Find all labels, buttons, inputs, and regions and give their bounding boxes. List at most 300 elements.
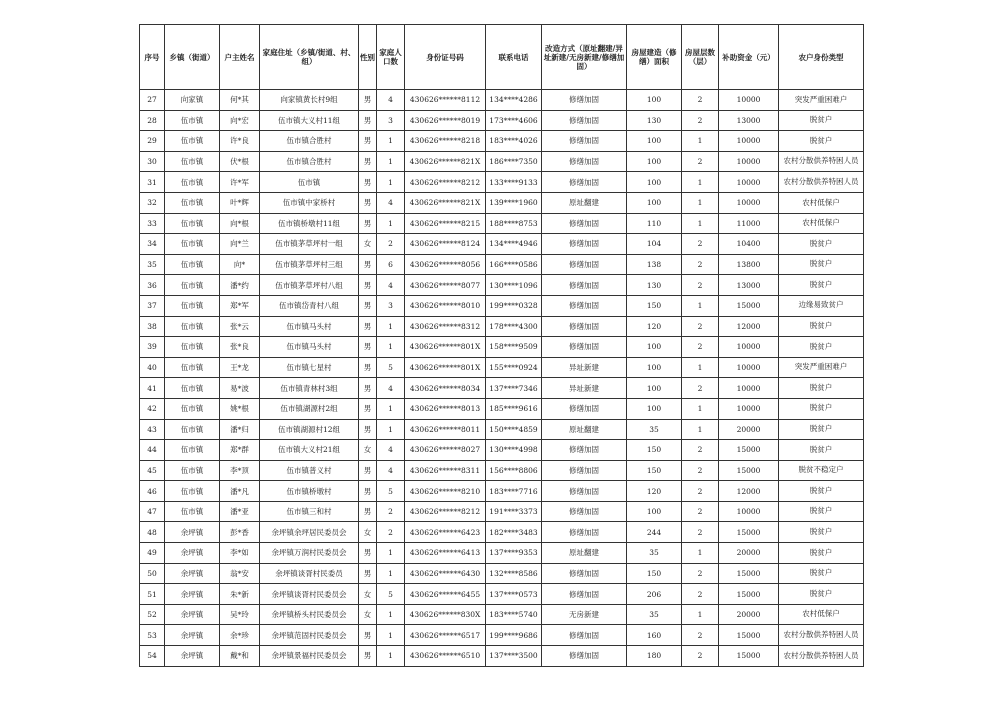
table-row bbox=[140, 563, 864, 584]
cell-area: 110 bbox=[627, 213, 682, 234]
cell-seq: 36 bbox=[140, 275, 165, 296]
cell-phone: 185****9616 bbox=[486, 398, 542, 419]
cell-subsidy: 11000 bbox=[719, 213, 779, 234]
cell-address: 余坪镇范固村民委员会 bbox=[260, 625, 359, 646]
header-phone: 联系电话 bbox=[486, 25, 542, 90]
table-row bbox=[140, 254, 864, 275]
cell-address: 伍市镇七星村 bbox=[260, 357, 359, 378]
cell-owner-name: 李*如 bbox=[220, 543, 260, 564]
cell-id-number: 430626******8124 bbox=[405, 234, 486, 255]
cell-seq: 34 bbox=[140, 234, 165, 255]
cell-floors: 1 bbox=[682, 131, 719, 152]
cell-household-type: 农村分散供养特困人员 bbox=[779, 172, 864, 193]
table-row bbox=[140, 646, 864, 667]
cell-town: 余坪镇 bbox=[165, 584, 220, 605]
cell-household-size: 1 bbox=[377, 646, 405, 667]
cell-area: 100 bbox=[627, 90, 682, 111]
header-address: 家庭住址（乡镇/街道、村、组） bbox=[260, 25, 359, 90]
cell-household-type: 农村低保户 bbox=[779, 213, 864, 234]
household-renovation-table bbox=[139, 24, 864, 667]
cell-phone: 130****1096 bbox=[486, 275, 542, 296]
cell-subsidy: 15000 bbox=[719, 295, 779, 316]
cell-gender: 男 bbox=[359, 172, 377, 193]
cell-gender: 女 bbox=[359, 440, 377, 461]
cell-renovation-method: 修缮加固 bbox=[542, 151, 627, 172]
table-row bbox=[140, 357, 864, 378]
cell-phone: 132****8586 bbox=[486, 563, 542, 584]
cell-household-size: 1 bbox=[377, 337, 405, 358]
table-row bbox=[140, 110, 864, 131]
cell-address: 伍市镇桥墩村 bbox=[260, 481, 359, 502]
cell-floors: 2 bbox=[682, 275, 719, 296]
cell-id-number: 430626******8019 bbox=[405, 110, 486, 131]
cell-household-size: 1 bbox=[377, 625, 405, 646]
cell-phone: 183****5740 bbox=[486, 604, 542, 625]
cell-id-number: 430626******8210 bbox=[405, 481, 486, 502]
cell-gender: 男 bbox=[359, 481, 377, 502]
cell-household-size: 4 bbox=[377, 378, 405, 399]
cell-floors: 2 bbox=[682, 378, 719, 399]
cell-id-number: 430626******6455 bbox=[405, 584, 486, 605]
cell-town: 伍市镇 bbox=[165, 213, 220, 234]
cell-seq: 47 bbox=[140, 501, 165, 522]
table-row bbox=[140, 440, 864, 461]
cell-id-number: 430626******8218 bbox=[405, 131, 486, 152]
cell-owner-name: 伏*根 bbox=[220, 151, 260, 172]
cell-floors: 2 bbox=[682, 90, 719, 111]
cell-household-type: 脱贫户 bbox=[779, 254, 864, 275]
header-seq: 序号 bbox=[140, 25, 165, 90]
cell-seq: 35 bbox=[140, 254, 165, 275]
cell-owner-name: 朱*新 bbox=[220, 584, 260, 605]
cell-area: 35 bbox=[627, 419, 682, 440]
cell-id-number: 430626******8010 bbox=[405, 295, 486, 316]
cell-floors: 1 bbox=[682, 357, 719, 378]
cell-id-number: 430626******6423 bbox=[405, 522, 486, 543]
cell-area: 206 bbox=[627, 584, 682, 605]
cell-town: 余坪镇 bbox=[165, 604, 220, 625]
cell-household-type: 农村分散供养特困人员 bbox=[779, 151, 864, 172]
cell-phone: 199****0328 bbox=[486, 295, 542, 316]
cell-subsidy: 20000 bbox=[719, 543, 779, 564]
cell-household-type: 脱贫户 bbox=[779, 440, 864, 461]
cell-renovation-method: 修缮加固 bbox=[542, 563, 627, 584]
cell-gender: 男 bbox=[359, 460, 377, 481]
cell-household-type: 脱贫户 bbox=[779, 522, 864, 543]
cell-renovation-method: 修缮加固 bbox=[542, 584, 627, 605]
cell-area: 100 bbox=[627, 131, 682, 152]
cell-address: 余坪镇桥头村民委员会 bbox=[260, 604, 359, 625]
cell-subsidy: 10000 bbox=[719, 501, 779, 522]
cell-owner-name: 向*宏 bbox=[220, 110, 260, 131]
table-row bbox=[140, 543, 864, 564]
cell-seq: 53 bbox=[140, 625, 165, 646]
header-floors: 房屋层数（层） bbox=[682, 25, 719, 90]
cell-subsidy: 10000 bbox=[719, 90, 779, 111]
cell-household-size: 3 bbox=[377, 295, 405, 316]
cell-household-type: 脱贫户 bbox=[779, 584, 864, 605]
cell-address: 伍市镇大义村11组 bbox=[260, 110, 359, 131]
table-row bbox=[140, 316, 864, 337]
table-row bbox=[140, 213, 864, 234]
cell-address: 伍市镇合胜村 bbox=[260, 131, 359, 152]
cell-floors: 2 bbox=[682, 646, 719, 667]
cell-owner-name: 李*顶 bbox=[220, 460, 260, 481]
cell-area: 35 bbox=[627, 543, 682, 564]
cell-household-type: 脱贫户 bbox=[779, 563, 864, 584]
header-owner-name: 户主姓名 bbox=[220, 25, 260, 90]
cell-household-size: 1 bbox=[377, 316, 405, 337]
cell-household-type: 脱贫户 bbox=[779, 481, 864, 502]
cell-town: 余坪镇 bbox=[165, 646, 220, 667]
table-row bbox=[140, 172, 864, 193]
cell-seq: 33 bbox=[140, 213, 165, 234]
cell-phone: 150****4859 bbox=[486, 419, 542, 440]
cell-town: 伍市镇 bbox=[165, 337, 220, 358]
cell-owner-name: 易*波 bbox=[220, 378, 260, 399]
cell-household-size: 5 bbox=[377, 584, 405, 605]
cell-household-size: 1 bbox=[377, 604, 405, 625]
cell-floors: 2 bbox=[682, 337, 719, 358]
cell-renovation-method: 异址新建 bbox=[542, 378, 627, 399]
cell-household-type: 脱贫户 bbox=[779, 131, 864, 152]
cell-household-size: 6 bbox=[377, 254, 405, 275]
header-area: 房屋建造（修缮）面积 bbox=[627, 25, 682, 90]
cell-floors: 1 bbox=[682, 543, 719, 564]
cell-renovation-method: 原址翻建 bbox=[542, 419, 627, 440]
cell-gender: 男 bbox=[359, 563, 377, 584]
cell-address: 伍市镇湖源村2组 bbox=[260, 398, 359, 419]
cell-gender: 男 bbox=[359, 357, 377, 378]
cell-address: 伍市镇湖源村12组 bbox=[260, 419, 359, 440]
cell-household-type: 突发严重困难户 bbox=[779, 90, 864, 111]
cell-household-type: 农村分散供养特困人员 bbox=[779, 625, 864, 646]
cell-household-size: 1 bbox=[377, 563, 405, 584]
cell-household-size: 5 bbox=[377, 357, 405, 378]
cell-town: 伍市镇 bbox=[165, 357, 220, 378]
cell-id-number: 430626******8112 bbox=[405, 90, 486, 111]
cell-household-size: 1 bbox=[377, 419, 405, 440]
cell-floors: 2 bbox=[682, 584, 719, 605]
cell-household-size: 4 bbox=[377, 90, 405, 111]
cell-household-type: 脱贫户 bbox=[779, 316, 864, 337]
cell-household-type: 脱贫户 bbox=[779, 378, 864, 399]
cell-household-type: 脱贫户 bbox=[779, 110, 864, 131]
cell-subsidy: 20000 bbox=[719, 419, 779, 440]
cell-floors: 2 bbox=[682, 563, 719, 584]
cell-seq: 29 bbox=[140, 131, 165, 152]
cell-phone: 156****8806 bbox=[486, 460, 542, 481]
table-row bbox=[140, 604, 864, 625]
cell-subsidy: 10000 bbox=[719, 131, 779, 152]
table-row bbox=[140, 131, 864, 152]
cell-renovation-method: 修缮加固 bbox=[542, 501, 627, 522]
cell-phone: 188****8753 bbox=[486, 213, 542, 234]
cell-id-number: 430626******8215 bbox=[405, 213, 486, 234]
cell-id-number: 430626******8013 bbox=[405, 398, 486, 419]
cell-gender: 男 bbox=[359, 131, 377, 152]
cell-gender: 男 bbox=[359, 419, 377, 440]
cell-subsidy: 15000 bbox=[719, 584, 779, 605]
cell-seq: 54 bbox=[140, 646, 165, 667]
cell-household-size: 1 bbox=[377, 151, 405, 172]
cell-subsidy: 10000 bbox=[719, 357, 779, 378]
cell-id-number: 430626******6510 bbox=[405, 646, 486, 667]
cell-area: 100 bbox=[627, 501, 682, 522]
cell-gender: 男 bbox=[359, 337, 377, 358]
cell-floors: 1 bbox=[682, 295, 719, 316]
cell-seq: 28 bbox=[140, 110, 165, 131]
cell-address: 余坪镇景福村民委员会 bbox=[260, 646, 359, 667]
cell-address: 余坪镇谈胥村民委员会 bbox=[260, 584, 359, 605]
cell-household-size: 4 bbox=[377, 192, 405, 213]
cell-renovation-method: 原址翻建 bbox=[542, 192, 627, 213]
cell-renovation-method: 修缮加固 bbox=[542, 646, 627, 667]
cell-address: 伍市镇普义村 bbox=[260, 460, 359, 481]
table-row bbox=[140, 522, 864, 543]
cell-address: 余坪镇余坪居民委员会 bbox=[260, 522, 359, 543]
cell-owner-name: 向*根 bbox=[220, 213, 260, 234]
cell-area: 150 bbox=[627, 295, 682, 316]
cell-town: 伍市镇 bbox=[165, 172, 220, 193]
cell-area: 100 bbox=[627, 151, 682, 172]
cell-renovation-method: 修缮加固 bbox=[542, 316, 627, 337]
cell-gender: 男 bbox=[359, 646, 377, 667]
cell-phone: 186****7350 bbox=[486, 151, 542, 172]
cell-owner-name: 郑*军 bbox=[220, 295, 260, 316]
cell-id-number: 430626******8212 bbox=[405, 172, 486, 193]
cell-household-type: 边缘易致贫户 bbox=[779, 295, 864, 316]
cell-household-size: 2 bbox=[377, 501, 405, 522]
table-row bbox=[140, 275, 864, 296]
cell-household-size: 1 bbox=[377, 172, 405, 193]
cell-gender: 男 bbox=[359, 501, 377, 522]
table-row bbox=[140, 584, 864, 605]
cell-phone: 173****4606 bbox=[486, 110, 542, 131]
cell-address: 伍市镇茅草坪村八组 bbox=[260, 275, 359, 296]
cell-owner-name: 王*龙 bbox=[220, 357, 260, 378]
table-row bbox=[140, 501, 864, 522]
cell-owner-name: 向* bbox=[220, 254, 260, 275]
cell-phone: 133****9133 bbox=[486, 172, 542, 193]
header-gender: 性别 bbox=[359, 25, 377, 90]
cell-household-type: 脱贫户 bbox=[779, 501, 864, 522]
cell-subsidy: 10000 bbox=[719, 398, 779, 419]
cell-phone: 182****3483 bbox=[486, 522, 542, 543]
cell-household-type: 农村低保户 bbox=[779, 192, 864, 213]
cell-floors: 2 bbox=[682, 481, 719, 502]
cell-floors: 1 bbox=[682, 213, 719, 234]
cell-subsidy: 10000 bbox=[719, 337, 779, 358]
cell-seq: 50 bbox=[140, 563, 165, 584]
table-row bbox=[140, 398, 864, 419]
cell-gender: 男 bbox=[359, 625, 377, 646]
cell-renovation-method: 修缮加固 bbox=[542, 110, 627, 131]
cell-floors: 1 bbox=[682, 419, 719, 440]
cell-town: 伍市镇 bbox=[165, 234, 220, 255]
cell-address: 伍市镇马头村 bbox=[260, 337, 359, 358]
cell-renovation-method: 修缮加固 bbox=[542, 131, 627, 152]
cell-renovation-method: 异址新建 bbox=[542, 357, 627, 378]
cell-owner-name: 戴*和 bbox=[220, 646, 260, 667]
cell-address: 伍市镇茅草坪村三组 bbox=[260, 254, 359, 275]
header-town: 乡镇（街道） bbox=[165, 25, 220, 90]
cell-town: 伍市镇 bbox=[165, 254, 220, 275]
cell-phone: 191****3373 bbox=[486, 501, 542, 522]
cell-area: 160 bbox=[627, 625, 682, 646]
cell-gender: 男 bbox=[359, 378, 377, 399]
header-household-type: 农户身份类型 bbox=[779, 25, 864, 90]
cell-id-number: 430626******8011 bbox=[405, 419, 486, 440]
cell-subsidy: 10400 bbox=[719, 234, 779, 255]
cell-subsidy: 13000 bbox=[719, 110, 779, 131]
cell-seq: 32 bbox=[140, 192, 165, 213]
cell-area: 138 bbox=[627, 254, 682, 275]
cell-address: 伍市镇三和村 bbox=[260, 501, 359, 522]
cell-area: 150 bbox=[627, 460, 682, 481]
table-header-row bbox=[140, 25, 864, 90]
cell-household-type: 农村低保户 bbox=[779, 604, 864, 625]
cell-area: 130 bbox=[627, 275, 682, 296]
cell-owner-name: 彭*香 bbox=[220, 522, 260, 543]
cell-town: 伍市镇 bbox=[165, 419, 220, 440]
cell-phone: 130****4998 bbox=[486, 440, 542, 461]
cell-gender: 男 bbox=[359, 543, 377, 564]
cell-address: 余坪镇谈胥村民委员 bbox=[260, 563, 359, 584]
cell-seq: 44 bbox=[140, 440, 165, 461]
cell-area: 180 bbox=[627, 646, 682, 667]
table-row bbox=[140, 481, 864, 502]
cell-subsidy: 10000 bbox=[719, 151, 779, 172]
cell-household-type: 突发严重困难户 bbox=[779, 357, 864, 378]
cell-id-number: 430626******6517 bbox=[405, 625, 486, 646]
cell-renovation-method: 修缮加固 bbox=[542, 522, 627, 543]
cell-id-number: 430626******6430 bbox=[405, 563, 486, 584]
cell-renovation-method: 原址翻建 bbox=[542, 543, 627, 564]
cell-gender: 女 bbox=[359, 604, 377, 625]
cell-seq: 40 bbox=[140, 357, 165, 378]
table-row bbox=[140, 90, 864, 111]
cell-address: 伍市镇 bbox=[260, 172, 359, 193]
cell-town: 余坪镇 bbox=[165, 522, 220, 543]
cell-owner-name: 叶*辉 bbox=[220, 192, 260, 213]
cell-area: 104 bbox=[627, 234, 682, 255]
cell-id-number: 430626******8027 bbox=[405, 440, 486, 461]
cell-address: 向家镇黄长村9组 bbox=[260, 90, 359, 111]
cell-phone: 134****4946 bbox=[486, 234, 542, 255]
cell-owner-name: 吴*玲 bbox=[220, 604, 260, 625]
cell-floors: 2 bbox=[682, 316, 719, 337]
cell-address: 伍市镇大义村21组 bbox=[260, 440, 359, 461]
cell-household-size: 2 bbox=[377, 522, 405, 543]
cell-subsidy: 15000 bbox=[719, 460, 779, 481]
cell-household-type: 脱贫户 bbox=[779, 543, 864, 564]
cell-phone: 155****0924 bbox=[486, 357, 542, 378]
cell-id-number: 430626******8212 bbox=[405, 501, 486, 522]
cell-subsidy: 15000 bbox=[719, 563, 779, 584]
cell-gender: 男 bbox=[359, 151, 377, 172]
cell-subsidy: 10000 bbox=[719, 172, 779, 193]
cell-seq: 41 bbox=[140, 378, 165, 399]
cell-subsidy: 15000 bbox=[719, 646, 779, 667]
cell-id-number: 430626******8312 bbox=[405, 316, 486, 337]
cell-owner-name: 潘*归 bbox=[220, 419, 260, 440]
cell-town: 伍市镇 bbox=[165, 501, 220, 522]
cell-town: 伍市镇 bbox=[165, 378, 220, 399]
cell-renovation-method: 修缮加固 bbox=[542, 481, 627, 502]
cell-household-size: 1 bbox=[377, 131, 405, 152]
cell-household-size: 2 bbox=[377, 234, 405, 255]
cell-seq: 27 bbox=[140, 90, 165, 111]
cell-owner-name: 翁*安 bbox=[220, 563, 260, 584]
cell-town: 伍市镇 bbox=[165, 110, 220, 131]
cell-owner-name: 潘*凡 bbox=[220, 481, 260, 502]
cell-subsidy: 10000 bbox=[719, 378, 779, 399]
cell-id-number: 430626******8311 bbox=[405, 460, 486, 481]
table-row bbox=[140, 192, 864, 213]
header-household-size: 家庭人口数 bbox=[377, 25, 405, 90]
cell-address: 余坪镇万润村民委员会 bbox=[260, 543, 359, 564]
cell-subsidy: 20000 bbox=[719, 604, 779, 625]
cell-address: 伍市镇茅草坪村一组 bbox=[260, 234, 359, 255]
cell-owner-name: 何*其 bbox=[220, 90, 260, 111]
cell-phone: 137****9353 bbox=[486, 543, 542, 564]
cell-subsidy: 12000 bbox=[719, 316, 779, 337]
table-row bbox=[140, 460, 864, 481]
cell-town: 伍市镇 bbox=[165, 151, 220, 172]
cell-gender: 男 bbox=[359, 316, 377, 337]
cell-phone: 199****9686 bbox=[486, 625, 542, 646]
cell-subsidy: 15000 bbox=[719, 440, 779, 461]
cell-owner-name: 张*良 bbox=[220, 337, 260, 358]
cell-gender: 男 bbox=[359, 254, 377, 275]
cell-renovation-method: 无房新建 bbox=[542, 604, 627, 625]
cell-floors: 1 bbox=[682, 398, 719, 419]
cell-household-size: 4 bbox=[377, 460, 405, 481]
cell-area: 130 bbox=[627, 110, 682, 131]
cell-household-type: 农村分散供养特困人员 bbox=[779, 646, 864, 667]
cell-household-type: 脱贫不稳定户 bbox=[779, 460, 864, 481]
cell-subsidy: 13800 bbox=[719, 254, 779, 275]
cell-id-number: 430626******821X bbox=[405, 151, 486, 172]
cell-seq: 45 bbox=[140, 460, 165, 481]
cell-phone: 137****0573 bbox=[486, 584, 542, 605]
cell-owner-name: 张*云 bbox=[220, 316, 260, 337]
cell-owner-name: 许*军 bbox=[220, 172, 260, 193]
cell-renovation-method: 修缮加固 bbox=[542, 398, 627, 419]
cell-town: 伍市镇 bbox=[165, 192, 220, 213]
cell-renovation-method: 修缮加固 bbox=[542, 234, 627, 255]
cell-gender: 女 bbox=[359, 234, 377, 255]
header-id-number: 身份证号码 bbox=[405, 25, 486, 90]
cell-floors: 2 bbox=[682, 501, 719, 522]
cell-town: 伍市镇 bbox=[165, 295, 220, 316]
cell-renovation-method: 修缮加固 bbox=[542, 90, 627, 111]
cell-renovation-method: 修缮加固 bbox=[542, 440, 627, 461]
cell-seq: 39 bbox=[140, 337, 165, 358]
cell-id-number: 430626******821X bbox=[405, 192, 486, 213]
table-row bbox=[140, 419, 864, 440]
cell-renovation-method: 修缮加固 bbox=[542, 460, 627, 481]
cell-household-size: 4 bbox=[377, 440, 405, 461]
cell-renovation-method: 修缮加固 bbox=[542, 295, 627, 316]
cell-town: 伍市镇 bbox=[165, 131, 220, 152]
cell-renovation-method: 修缮加固 bbox=[542, 213, 627, 234]
cell-area: 100 bbox=[627, 398, 682, 419]
cell-area: 100 bbox=[627, 172, 682, 193]
cell-phone: 183****7716 bbox=[486, 481, 542, 502]
cell-town: 伍市镇 bbox=[165, 398, 220, 419]
